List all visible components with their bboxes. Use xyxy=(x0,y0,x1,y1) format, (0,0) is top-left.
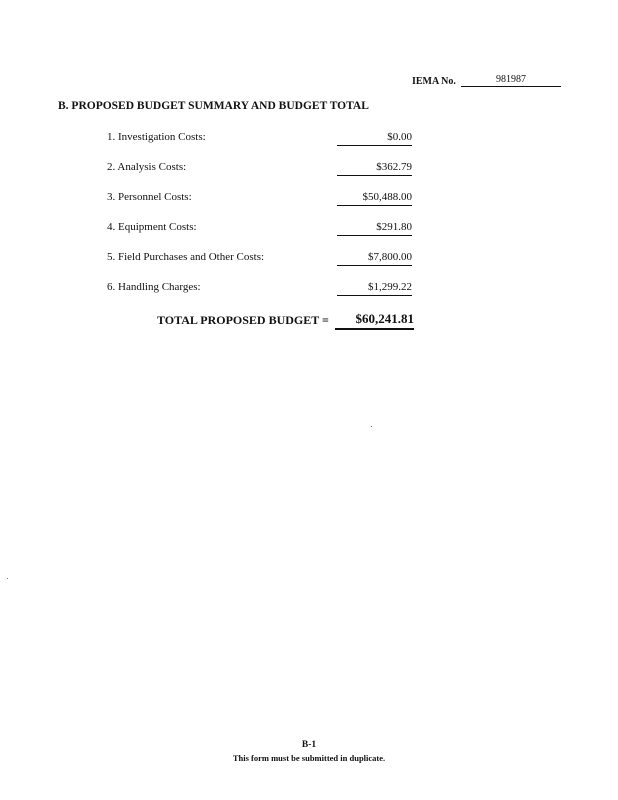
analysis-costs-label: 2. Analysis Costs: xyxy=(107,161,187,173)
handling-charges-label: 6. Handling Charges: xyxy=(107,281,201,293)
field-purchases-amount: $7,800.00 xyxy=(337,251,412,266)
investigation-costs-amount: $0.00 xyxy=(337,131,412,146)
total-budget-label: TOTAL PROPOSED BUDGET = xyxy=(157,313,329,327)
scan-speck xyxy=(371,426,372,427)
field-purchases-label: 5. Field Purchases and Other Costs: xyxy=(107,251,265,263)
handling-charges-amount: $1,299.22 xyxy=(337,281,412,296)
total-budget-amount: $60,241.81 xyxy=(335,311,414,330)
scan-speck xyxy=(7,578,8,579)
iema-number-value: 981987 xyxy=(461,74,561,87)
personnel-costs-label: 3. Personnel Costs: xyxy=(107,191,192,203)
equipment-costs-label: 4. Equipment Costs: xyxy=(107,221,197,233)
equipment-costs-amount: $291.80 xyxy=(337,221,412,236)
personnel-costs-amount: $50,488.00 xyxy=(337,191,412,206)
iema-number-label: IEMA No. xyxy=(412,76,456,87)
investigation-costs-label: 1. Investigation Costs: xyxy=(107,131,206,143)
page-number: B-1 xyxy=(301,740,317,750)
analysis-costs-amount: $362.79 xyxy=(337,161,412,176)
section-title: B. PROPOSED BUDGET SUMMARY AND BUDGET TOTAL xyxy=(58,100,369,112)
footer-note: This form must be submitted in duplicate. xyxy=(232,753,386,763)
